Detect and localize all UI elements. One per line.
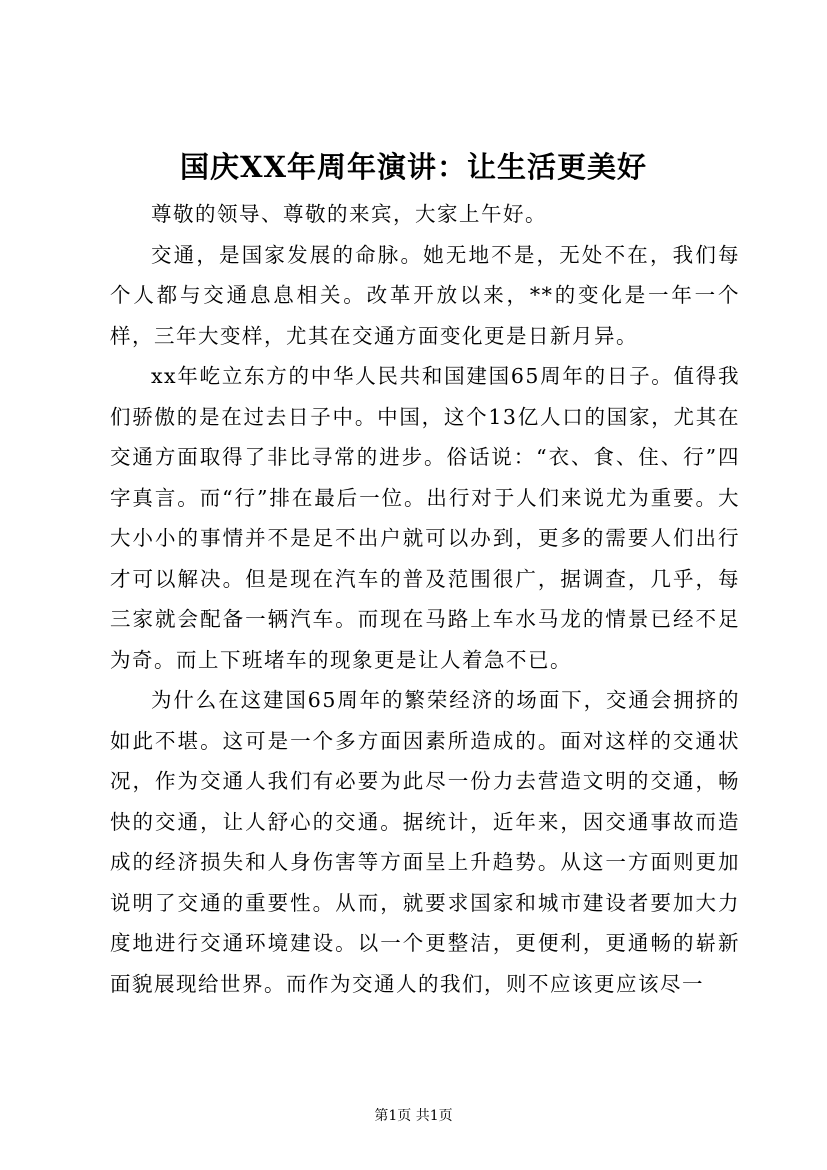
paragraph-transport-intro: 交通，是国家发展的命脉。她无地不是，无处不在，我们每个人都与交通息息相关。改革开放以来，**的变化是一年一个样，三年大变样，尤其在交通方面变化更是日新月异。 [110, 242, 740, 348]
page-footer: 第1页 共1页 [374, 1108, 453, 1124]
paragraph-anniversary: xx年屹立东方的中华人民共和国建国65周年的日子。值得我们骄傲的是在过去日子中。中国，这个13亿人口的国家，尤其在交通方面取得了非比寻常的进步。俗话说：“衣、食、住、行”四字真言。而“行”排在最后一位。出行对于人们来说尤为重要。大大小小的事情并不是足不出户就可以办到，更多的需要人们出行才可以解决。但是现在汽车的普及范围很广，据调查，几乎，每三家就会配备一辆汽车。而现在马路上车水马龙的情景已经不足为奇。而上下班堵车的现象更是让人着急不已。 [110, 364, 740, 672]
document-body [110, 194, 740, 1004]
document-title: 国庆XX年周年演讲：让生活更美好 [179, 150, 647, 184]
paragraph-congestion: 为什么在这建国65周年的繁荣经济的场面下，交通会拥挤的如此不堪。这可是一个多方面因素所造成的。面对这样的交通状况，作为交通人我们有必要为此尽一份力去营造文明的交通，畅快的交通，让人舒心的交通。据统计，近年来，因交通事故而造成的经济损失和人身伤害等方面呈上升趋势。从这一方面则更加说明了交通的重要性。从而，就要求国家和城市建设者要加大力度地进行交通环境建设。以一个更整洁，更便利，更通畅的崭新面貌展现给世界。而作为交通人的我们，则不应该更应该尽一 [110, 688, 740, 996]
paragraph-greeting: 尊敬的领导、尊敬的来宾，大家上午好。 [151, 202, 547, 226]
